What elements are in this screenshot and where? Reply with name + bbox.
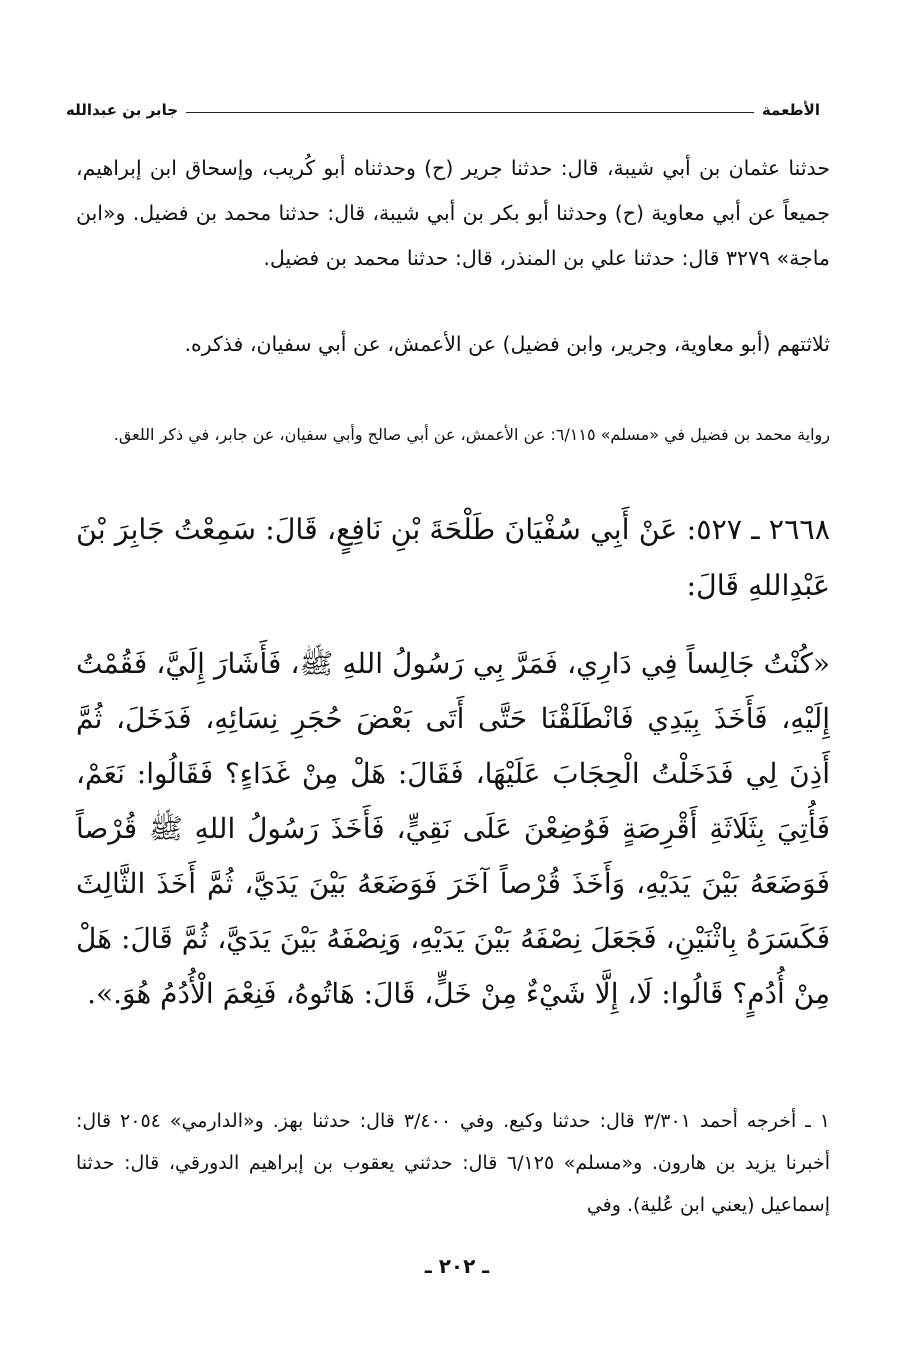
hadith-text: «كُنْتُ جَالِساً فِي دَارِي، فَمَرَّ بِي رَسُولُ اللهِ ﷺ، فَأَشَارَ إِلَيَّ، فَقُمْتُ إِلَيْهِ، فَأَخَذَ بِيَدِي فَانْطَلَقْنَا حَتَّى أَتَى بَعْضَ حُجَرِ نِسَائِهِ، فَدَخَلَ، ثُمَّ أَذِنَ لِي فَدَخَلْتُ الْحِجَابَ عَلَيْهَا، فَقَالَ: هَلْ مِنْ غَدَاءٍ؟ فَقَالُوا: نَعَمْ، فَأُتِيَ بِثَلَاثَةِ أَقْرِصَةٍ فَوُضِعْنَ عَلَى نَقِيٍّ، فَأَخَذَ رَسُولُ اللهِ ﷺ قُرْصاً فَوَضَعَهُ بَيْنَ يَدَيْهِ، وَأَخَذَ قُرْصاً آخَرَ فَوَضَعَهُ بَيْنَ يَدَيَّ، ثُمَّ أَخَذَ الثَّالِثَ فَكَسَرَهُ بِاثْنَيْنِ، فَجَعَلَ نِصْفَهُ بَيْنَ يَدَيْهِ، وَنِصْفَهُ بَيْنَ يَدَيَّ، ثُمَّ قَالَ: هَلْ مِنْ أُدُمٍ؟ قَالُوا: لَا، إِلَّا شَيْءٌ مِنْ خَلٍّ، قَالَ: هَاتُوهُ، فَنِعْمَ الْأُدُمُ هُوَ.». bbox=[76, 647, 830, 1010]
hadith-heading: ٢٦٦٨ ـ ٥٢٧: عَنْ أَبِي سُفْيَانَ طَلْحَةَ بْنِ نَافِعٍ، قَالَ: سَمِعْتُ جَابِرَ بْنَ عَبْدِاللهِ قَالَ: bbox=[76, 513, 830, 602]
chain-summary-paragraph: ثلاثتهم (أبو معاوية، وجرير، وابن فضيل) عن الأعمش، عن أبي سفيان، فذكره. bbox=[184, 332, 830, 356]
page-number: ـ ٢٠٢ ـ bbox=[424, 1254, 490, 1278]
header-rule bbox=[186, 112, 754, 113]
section-title: جابر بن عبدالله bbox=[66, 101, 179, 119]
footnote: ١ ـ أخرجه أحمد ٣/٣٠١ قال: حدثنا وكيع. وفي ٣/٤٠٠ قال: حدثنا بهز. و«الدارمي» ٢٠٥٤ قال: أخبرنا يزيد بن هارون. و«مسلم» ٦/١٢٥ قال: حدثني يعقوب بن إبراهيم الدورقي، قال: حدثنا إسماعيل (يعني ابن عُلية). وفي bbox=[76, 1110, 830, 1216]
side-note: رواية محمد بن فضيل في «مسلم» ٦/١١٥: عن الأعمش، عن أبي صالح وأبي سفيان، عن جابر، في ذكر اللعق. bbox=[113, 425, 830, 444]
chain-paragraph: حدثنا عثمان بن أبي شيبة، قال: حدثنا جرير (ح) وحدثناه أبو كُريب، وإسحاق ابن إبراهيم، جميعاً عن أبي معاوية (ح) وحدثنا أبو بكر بن أبي شيبة، قال: حدثنا محمد بن فضيل. و«ابن ماجة» ٣٢٧٩ قال: حدثنا علي بن المنذر، قال: حدثنا محمد بن فضيل. bbox=[76, 156, 830, 270]
chapter-title: الأطعمة bbox=[761, 101, 820, 119]
running-header bbox=[66, 96, 820, 124]
